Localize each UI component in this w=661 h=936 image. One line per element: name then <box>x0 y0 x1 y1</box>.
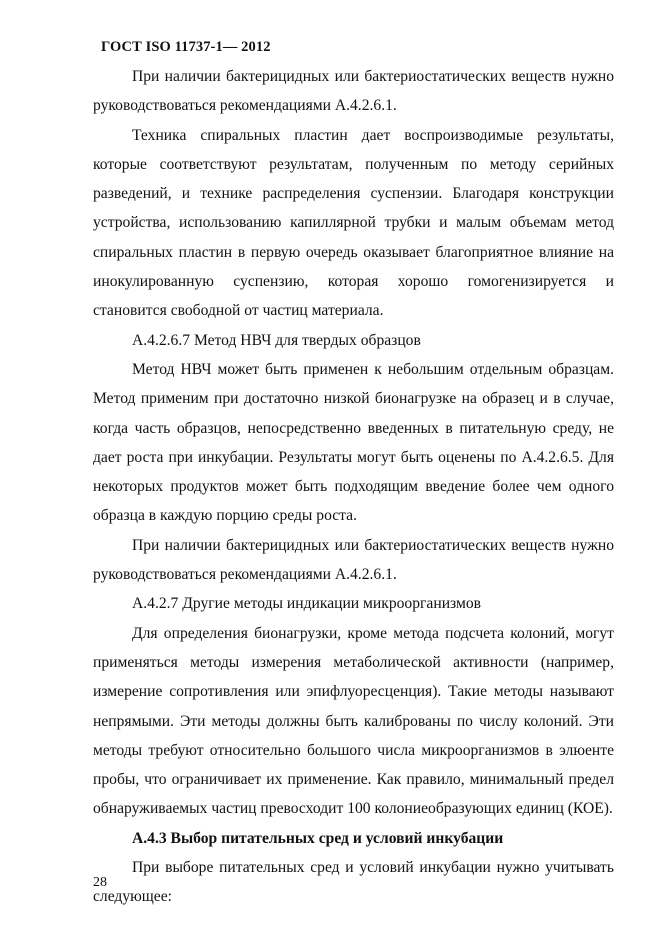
subsection-heading-mpn: А.4.2.6.7 Метод НВЧ для твердых образцов <box>132 331 421 349</box>
paragraph-bactericidal-note-1: При наличии бактерицидных или бактериостатических веществ нужно руководствоваться рекомендациями А.4.2.6.1. <box>93 68 614 115</box>
section-heading-media-selection: А.4.3 Выбор питательных сред и условий инкубации <box>132 829 504 847</box>
document-header: ГОСТ ISO 11737-1— 2012 <box>101 39 271 55</box>
paragraph-spiral-plate: Техника спиральных пластин дает воспроизводимые результаты, которые соответствуют результатам, полученным по методу серийных разведений, и технике распределения суспензии. Благодаря конструкции устройства, использованию капиллярной трубки и малым объемам метод спиральных пластин в первую очередь оказывает благоприятное влияние на инокулированную суспензию, которая хорошо гомогенизируется и становится свободной от частиц материала. <box>93 126 614 320</box>
page-number: 28 <box>93 875 107 890</box>
paragraph-mpn-method: Метод НВЧ может быть применен к небольшим отдельным образцам. Метод применим при достаточно низкой бионагрузке на образец и в случае, когда часть образцов, непосредственно введенных в питательную среду, не дает роста при инкубации. Результаты могут быть оценены по А.4.2.6.5. Для некоторых продуктов может быть подходящим введение более чем одного образца в каждую порцию среды роста. <box>93 360 614 525</box>
paragraph-bactericidal-note-2: При наличии бактерицидных или бактериостатических веществ нужно руководствоваться рекомендациями А.4.2.6.1. <box>93 536 614 584</box>
paragraph-other-methods: Для определения бионагрузки, кроме метода подсчета колоний, могут применяться методы измерения метаболической активности (например, измерение сопротивления или эпифлуоресценция). Такие методы называют непрямыми. Эти методы должны быть калиброваны по числу колоний. Эти методы требуют относительно большого числа микроорганизмов в элюенте пробы, что ограничивает их применение. Как правило, минимальный предел обнаруживаемых частиц превосходит 100 колониеобразующих единиц (КОЕ). <box>93 624 614 818</box>
document-body <box>93 62 614 912</box>
paragraph-media-selection: При выборе питательных сред и условий инкубации нужно учитывать следующее: <box>93 859 614 906</box>
subsection-heading-other-methods: А.4.2.7 Другие методы индикации микроорганизмов <box>132 595 482 613</box>
